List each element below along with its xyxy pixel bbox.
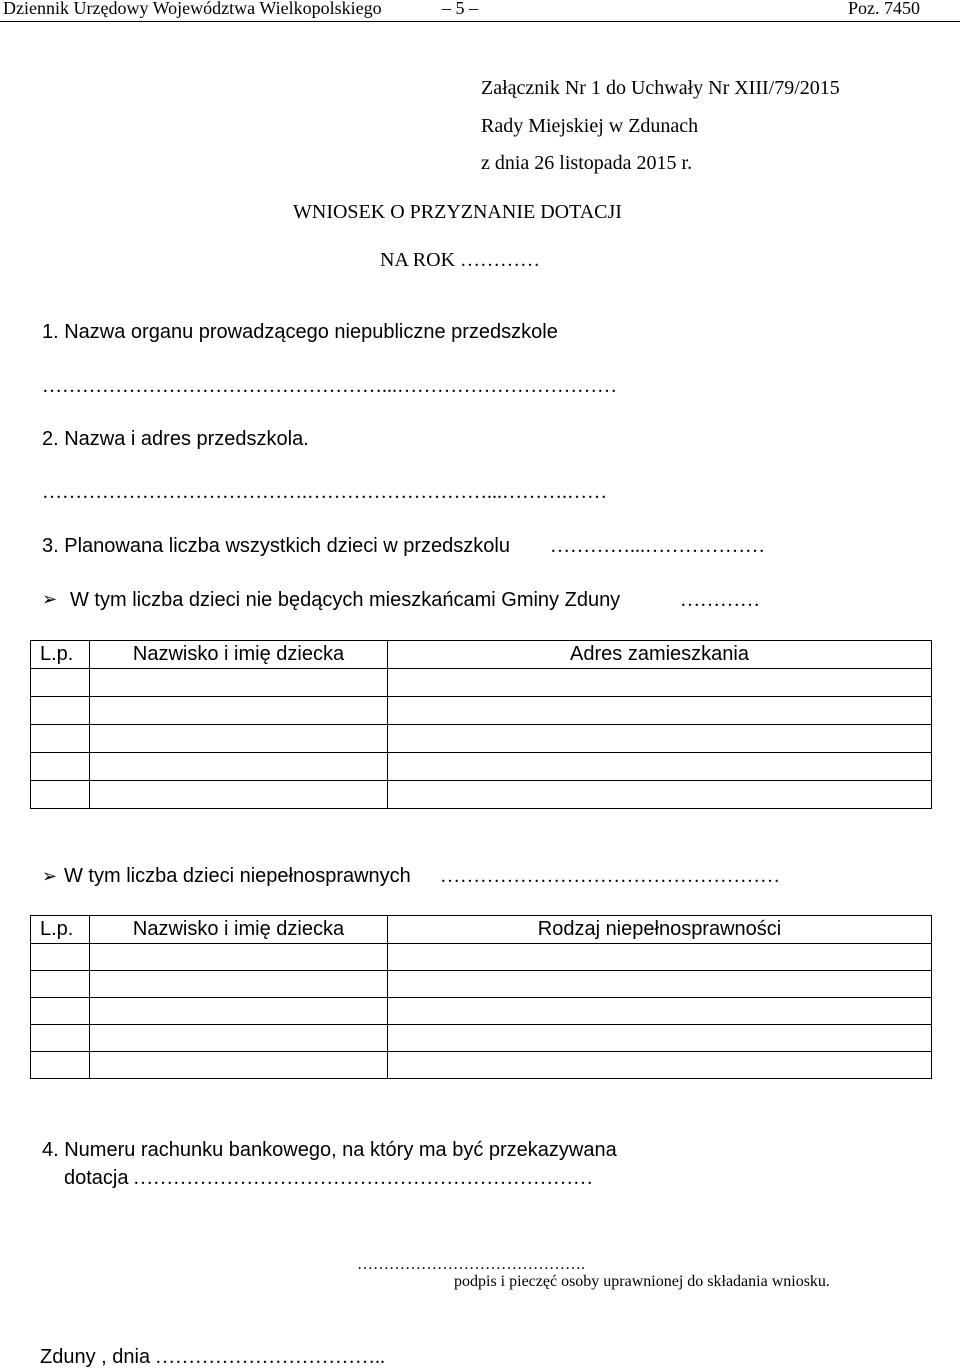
table-cell[interactable] — [31, 669, 90, 697]
table-row — [31, 944, 932, 971]
table-cell[interactable] — [90, 753, 388, 781]
disabled-children-fill-line: …………………………………………… — [440, 865, 780, 887]
item-1-fill-line: ……………………………………………...…………………………… — [42, 375, 617, 397]
table-cell[interactable] — [31, 1052, 90, 1079]
column-header-lp: L.p. — [31, 641, 90, 669]
table-cell[interactable] — [90, 697, 388, 725]
annex-line-3: z dnia 26 listopada 2015 r. — [481, 152, 693, 174]
disabled-children-label: W tym liczba dzieci niepełnosprawnych — [64, 865, 411, 887]
disabled-children-table — [30, 915, 932, 1079]
journal-name: Dziennik Urzędowy Województwa Wielkopolskiego — [3, 0, 382, 18]
table-cell[interactable] — [31, 781, 90, 809]
column-header-disability: Rodzaj niepełnosprawności — [388, 916, 932, 944]
table-row — [31, 669, 932, 697]
table-row — [31, 998, 932, 1025]
page-number: – 5 – — [442, 0, 478, 18]
item-4-label: 4. Numeru rachunku bankowego, na który ma być przekazywana — [42, 1139, 617, 1161]
table-cell[interactable] — [388, 725, 932, 753]
non-resident-children-label: W tym liczba dzieci nie będących mieszkańcami Gminy Zduny — [70, 589, 621, 611]
table-cell[interactable] — [31, 971, 90, 998]
table-cell[interactable] — [31, 753, 90, 781]
column-header-lp: L.p. — [31, 916, 90, 944]
item-3-fill-line: …………...……………… — [550, 535, 765, 557]
place-date-label: Zduny , dnia — [40, 1346, 151, 1368]
table-cell[interactable] — [31, 725, 90, 753]
table-cell[interactable] — [388, 781, 932, 809]
table-cell[interactable] — [388, 697, 932, 725]
annex-line-2: Rady Miejskiej w Zdunach — [481, 115, 699, 137]
table-cell[interactable] — [90, 998, 388, 1025]
table-cell[interactable] — [388, 971, 932, 998]
table-row — [31, 971, 932, 998]
table-cell[interactable] — [31, 944, 90, 971]
column-header-address: Adres zamieszkania — [388, 641, 932, 669]
item-2-fill-line: ………………………………….………………………...……….…… — [42, 481, 607, 503]
column-header-name: Nazwisko i imię dziecka — [90, 641, 388, 669]
table-cell[interactable] — [31, 697, 90, 725]
table-row — [31, 697, 932, 725]
table-cell[interactable] — [90, 944, 388, 971]
table-cell[interactable] — [31, 998, 90, 1025]
table-cell[interactable] — [388, 944, 932, 971]
table-cell[interactable] — [31, 1025, 90, 1052]
table-header-row — [31, 916, 932, 944]
arrow-bullet-icon: ➢ — [42, 589, 58, 609]
non-resident-children-table — [30, 640, 932, 809]
item-2-label: 2. Nazwa i adres przedszkola. — [42, 428, 309, 450]
bank-account-fill-line: …………………………………………………………… — [133, 1167, 593, 1189]
header-rule — [0, 21, 960, 22]
item-1-label: 1. Nazwa organu prowadzącego niepubliczne przedszkole — [42, 321, 558, 343]
document-year: NA ROK ………… — [380, 249, 541, 271]
table-row — [31, 1052, 932, 1079]
date-fill-line: …………………………….. — [155, 1346, 385, 1368]
position-number: Poz. 7450 — [848, 0, 920, 18]
table-cell[interactable] — [90, 781, 388, 809]
table-cell[interactable] — [90, 1052, 388, 1079]
table-cell[interactable] — [388, 1025, 932, 1052]
column-header-name: Nazwisko i imię dziecka — [90, 916, 388, 944]
item-3-label: 3. Planowana liczba wszystkich dzieci w przedszkolu — [42, 535, 510, 557]
table-cell[interactable] — [388, 669, 932, 697]
item-4-label-cont: dotacja — [64, 1167, 129, 1189]
non-resident-children-fill-line: ………… — [680, 589, 760, 611]
table-row — [31, 725, 932, 753]
table-header-row — [31, 641, 932, 669]
annex-line-1: Załącznik Nr 1 do Uchwały Nr XIII/79/2015 — [481, 77, 840, 99]
signature-caption: podpis i pieczęć osoby uprawnionej do składania wniosku. — [454, 1273, 830, 1290]
document-title: WNIOSEK O PRZYZNANIE DOTACJI — [293, 201, 622, 223]
table-row — [31, 1025, 932, 1052]
signature-fill-line: ……………………………………. — [357, 1256, 585, 1273]
table-row — [31, 753, 932, 781]
table-cell[interactable] — [388, 1052, 932, 1079]
table-cell[interactable] — [90, 1025, 388, 1052]
table-cell[interactable] — [90, 971, 388, 998]
table-cell[interactable] — [90, 669, 388, 697]
table-cell[interactable] — [90, 725, 388, 753]
table-row — [31, 781, 932, 809]
table-cell[interactable] — [388, 753, 932, 781]
arrow-bullet-icon: ➢ — [42, 866, 58, 886]
table-cell[interactable] — [388, 998, 932, 1025]
